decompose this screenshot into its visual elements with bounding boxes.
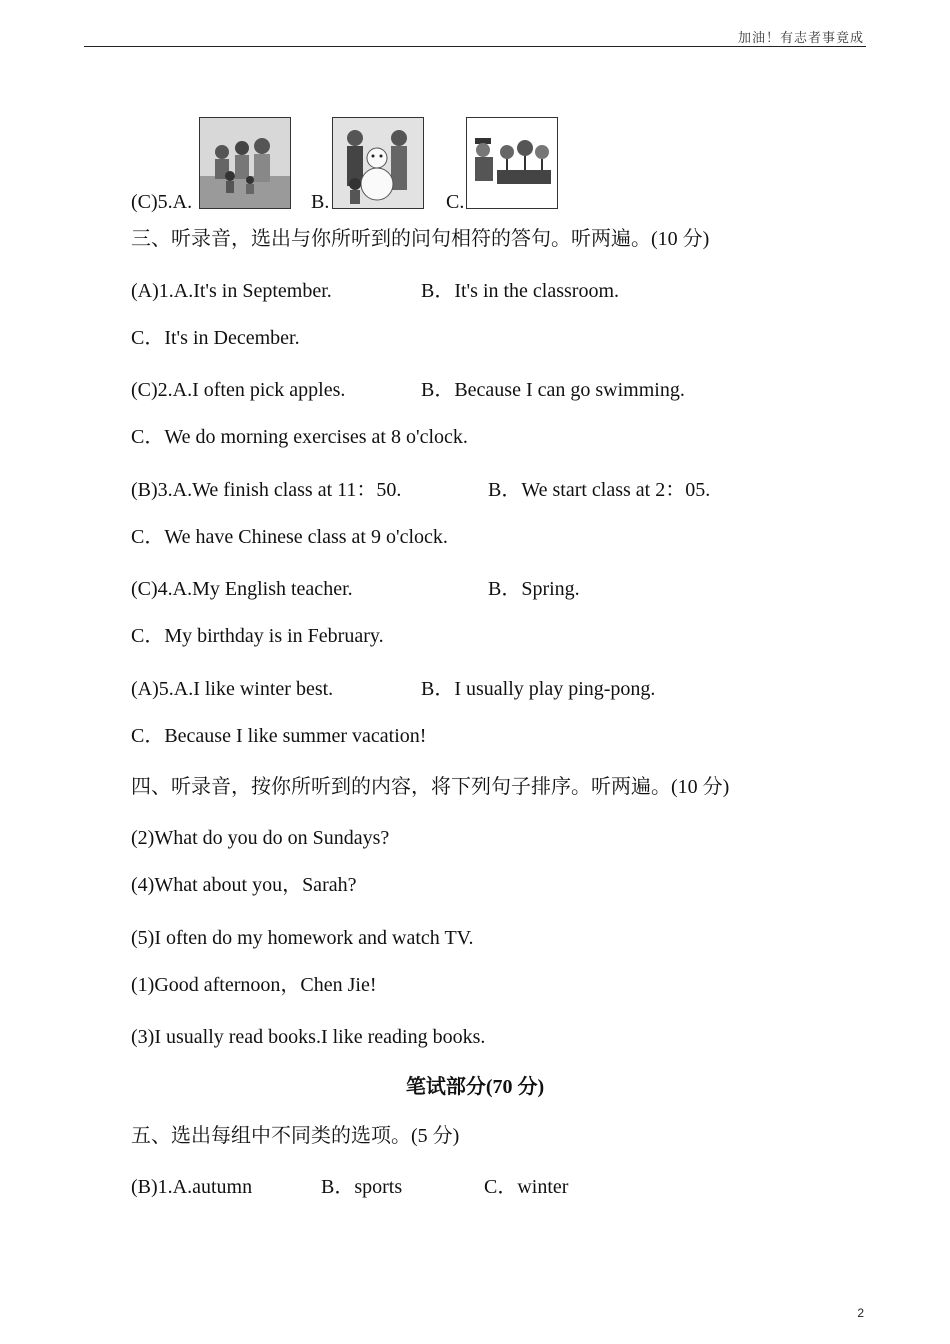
header-motto: 加油！有志者事竟成: [737, 30, 864, 45]
page-number: 2: [857, 1306, 864, 1320]
s4-sentence-2: (4)What about you，Sarah?: [131, 874, 357, 896]
s3-q4-option-a: (C)4.A.My English teacher.: [131, 578, 353, 600]
written-part-title: 笔试部分(70 分): [405, 1076, 545, 1098]
s3-q1-option-b: B．It's in the classroom.: [421, 280, 620, 302]
section5-title: 五、选出每组中不同类的选项。(5 分): [131, 1125, 460, 1147]
s4-sentence-3: (5)I often do my homework and watch TV.: [131, 927, 474, 949]
s4-sentence-5: (3)I usually read books.I like reading books.: [131, 1026, 486, 1048]
picture-b-snowman: [332, 117, 424, 209]
section4-title: 四、听录音，按你所听到的内容，将下列句子排序。听两遍。(10 分): [131, 776, 730, 798]
picture-a-family: [199, 117, 291, 209]
s3-q5-option-c: C．Because I like summer vacation!: [131, 725, 427, 747]
s3-q3-option-a: (B)3.A.We finish class at 11：50.: [131, 479, 402, 501]
header-rule: [84, 46, 866, 47]
s3-q3-option-b: B．We start class at 2：05.: [488, 479, 711, 501]
picture-c-gardening: [466, 117, 558, 209]
s5-q1-option-a: (B)1.A.autumn: [131, 1176, 253, 1198]
s3-q2-option-b: B．Because I can go swimming.: [421, 379, 685, 401]
q5-option-b-label: B.: [311, 191, 330, 213]
s3-q3-option-c: C．We have Chinese class at 9 o'clock.: [131, 526, 448, 548]
s4-sentence-4: (1)Good afternoon，Chen Jie!: [131, 974, 377, 996]
s3-q5-option-b: B．I usually play ping-pong.: [421, 678, 656, 700]
s3-q4-option-b: B．Spring.: [488, 578, 580, 600]
s3-q4-option-c: C．My birthday is in February.: [131, 625, 384, 647]
s3-q2-option-a: (C)2.A.I often pick apples.: [131, 379, 346, 401]
s5-q1-option-c: C．winter: [484, 1176, 569, 1198]
s3-q1-option-c: C．It's in December.: [131, 327, 300, 349]
section3-title: 三、听录音，选出与你所听到的问句相符的答句。听两遍。(10 分): [131, 228, 710, 250]
s3-q2-option-c: C．We do morning exercises at 8 o'clock.: [131, 426, 468, 448]
q5-option-c-label: C.: [446, 191, 465, 213]
s4-sentence-1: (2)What do you do on Sundays?: [131, 827, 390, 849]
q5-answer-label: (C)5.A.: [131, 191, 193, 213]
s3-q5-option-a: (A)5.A.I like winter best.: [131, 678, 334, 700]
s5-q1-option-b: B．sports: [321, 1176, 403, 1198]
s3-q1-option-a: (A)1.A.It's in September.: [131, 280, 332, 302]
